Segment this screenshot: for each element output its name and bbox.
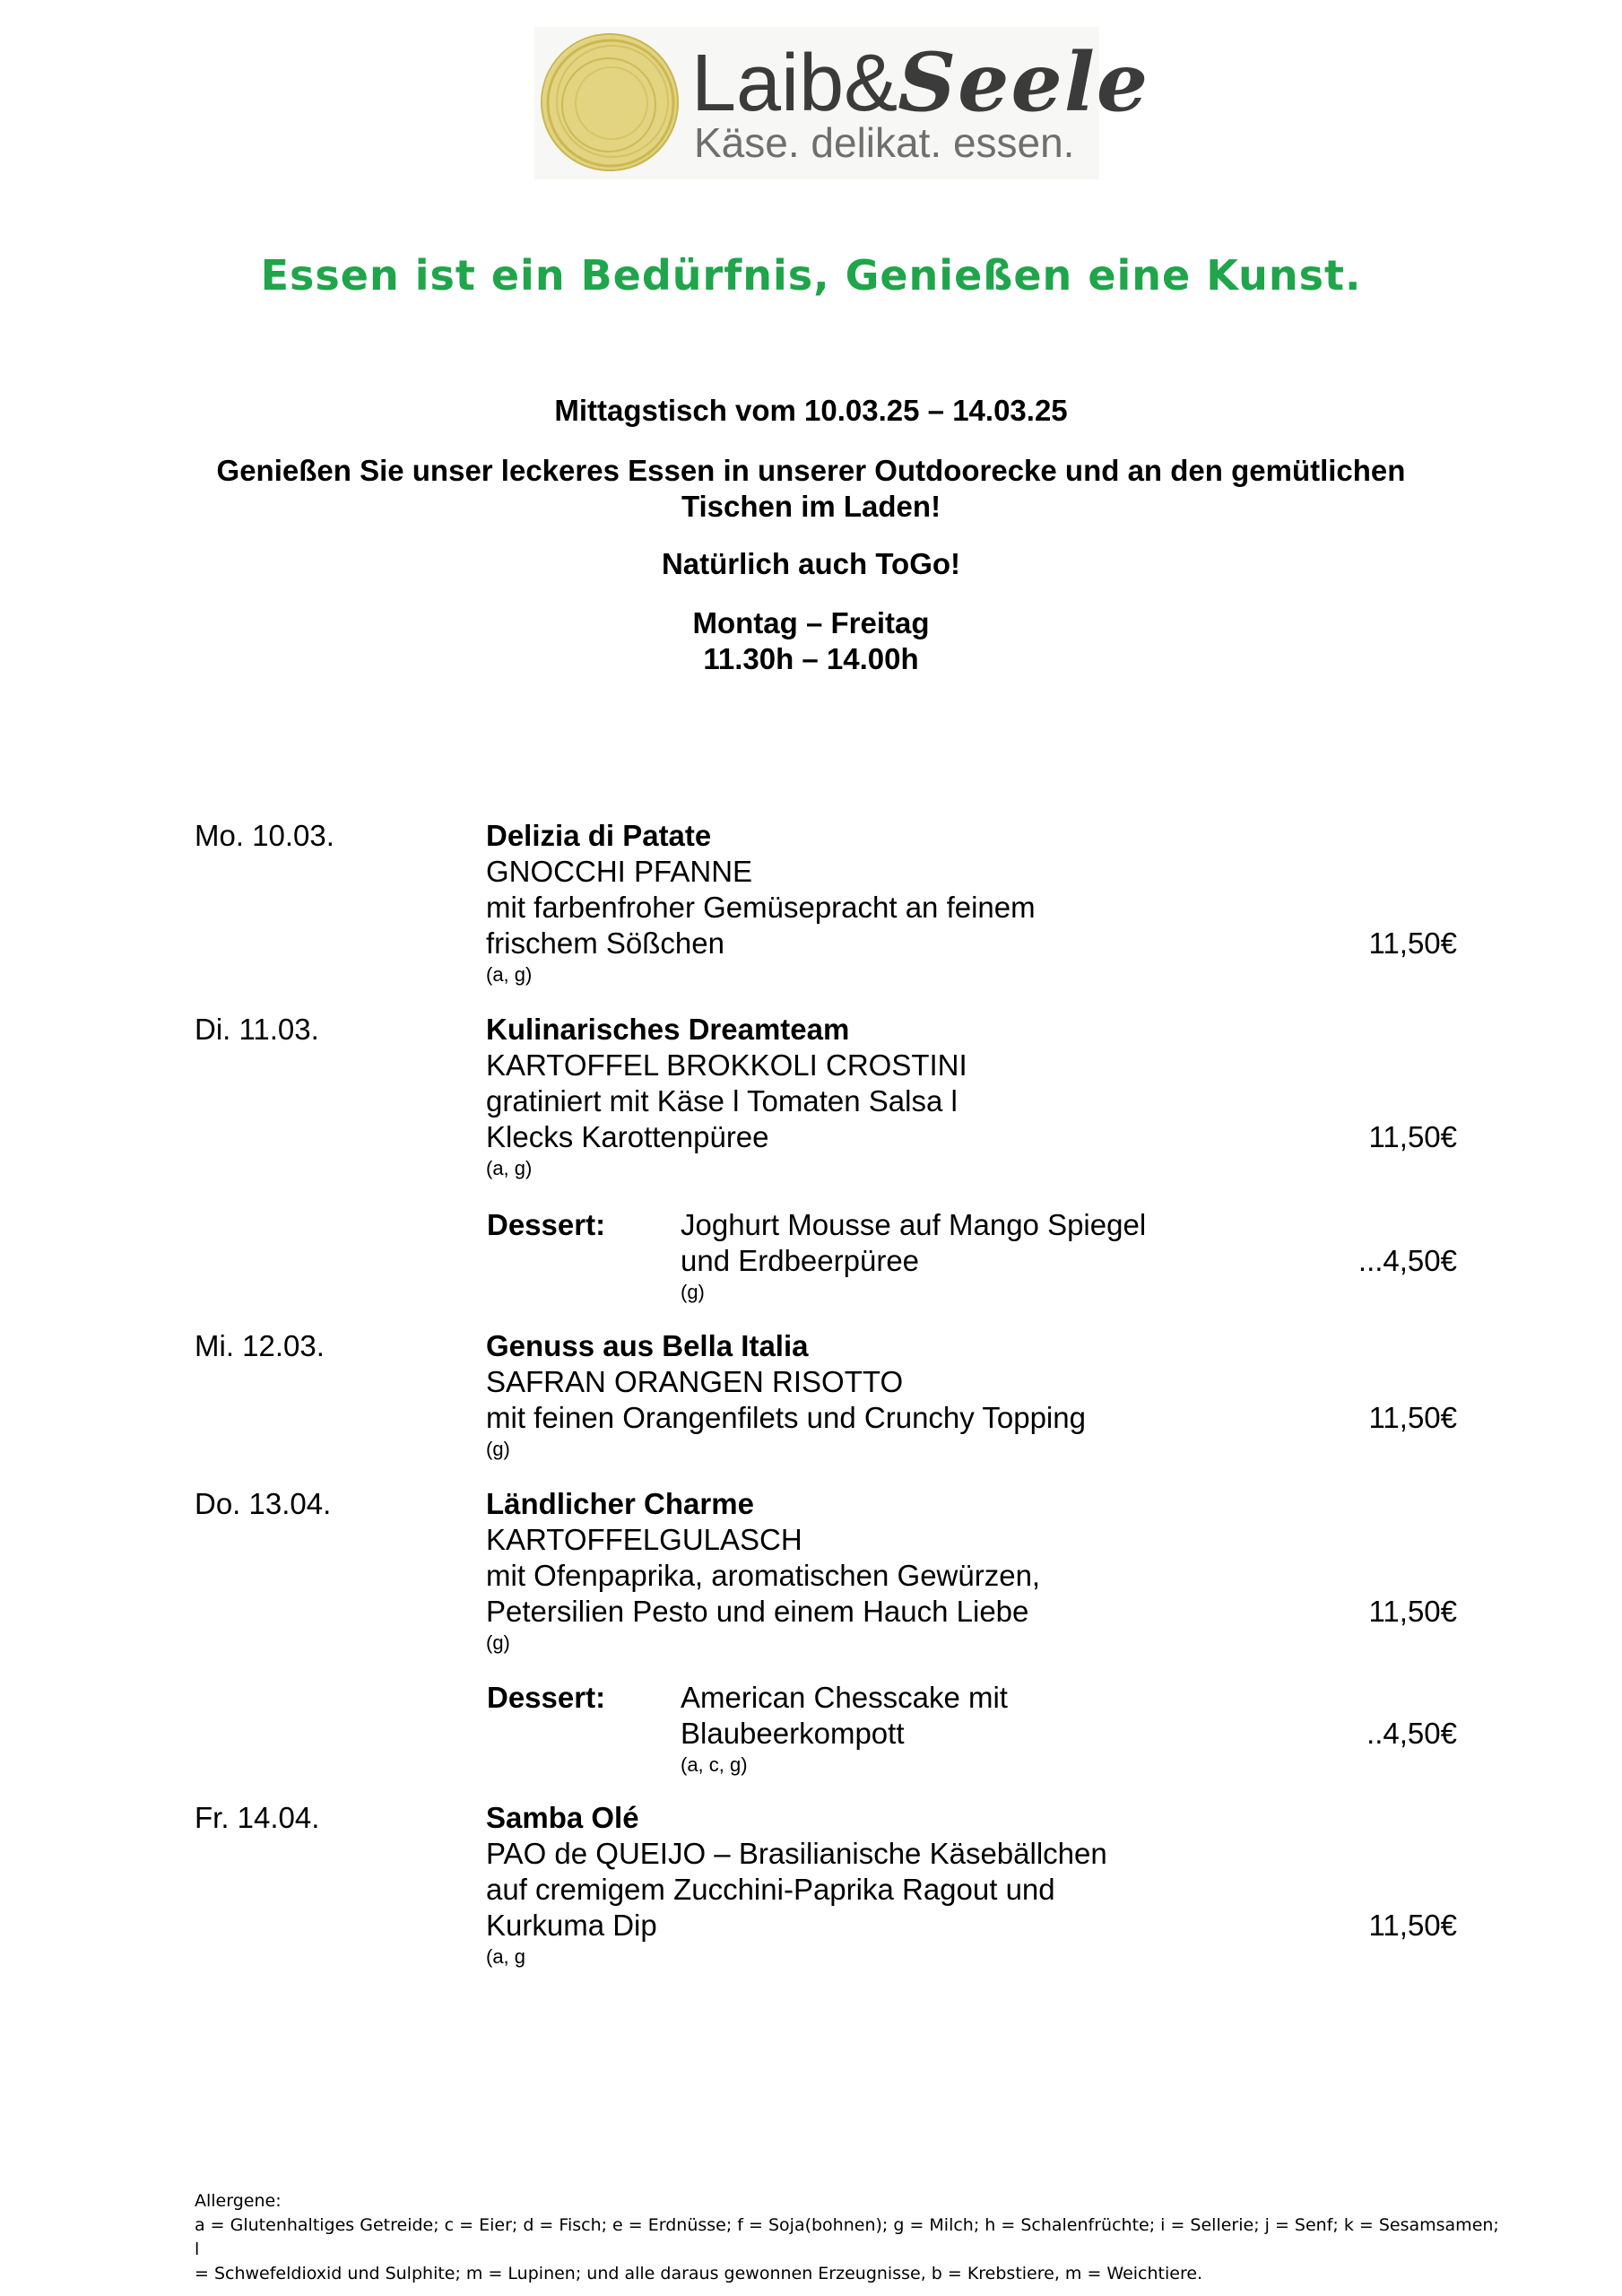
menu-day: Fr. 14.04. [195,1801,320,1834]
logo-ampersand: & [844,39,898,128]
dessert-allergens: (g) [681,1281,705,1303]
allergen-heading: Allergene: [195,2191,282,2211]
dessert-description [681,1207,1146,1306]
course-allergens: (a, g [486,1945,526,1968]
dessert-line: Blaubeerkompott [681,1717,905,1750]
menu-day: Mo. 10.03. [195,819,334,852]
course-description: gratiniert mit Käse l Tomaten Salsa l [486,1084,958,1118]
brand-logo [534,27,1150,179]
course-description: frischem Sößchen [486,926,724,960]
course-allergens: (a, g) [486,963,533,986]
togo-note: Natürlich auch ToGo! [661,547,961,580]
logo-name-part1: Laib [691,39,845,128]
allergen-legend [195,2189,1508,2286]
dessert-line: Joghurt Mousse auf Mango Spiegel [681,1208,1147,1241]
course-price: 11,50€ [1368,1120,1457,1153]
menu-course [486,818,1036,988]
opening-hours: 11.30h – 14.00h [703,642,919,675]
logo-tagline: Käse. delikat. essen. [694,119,1075,166]
course-description: mit feinen Orangenfilets und Crunchy Topping [486,1401,1086,1434]
course-title: Genuss aus Bella Italia [486,1329,809,1362]
menu-day: Mi. 12.03. [195,1329,325,1362]
course-name: KARTOFFELGULASCH [486,1523,802,1556]
menu-course [486,1012,967,1182]
course-title: Ländlicher Charme [486,1487,754,1520]
logo-name-part2: Seele [898,35,1150,130]
dessert-price: ..4,50€ [1366,1717,1457,1750]
course-description: Kurkuma Dip [486,1909,657,1942]
dessert-line: und Erdbeerpüree [681,1244,920,1277]
course-description: Petersilien Pesto und einem Hauch Liebe [486,1595,1029,1628]
intro-line-1: Genießen Sie unser leckeres Essen in unserer Outdoorecke und an den gemütlichen [216,454,1406,487]
course-allergens: (g) [486,1631,510,1654]
course-name: PAO de QUEIJO – Brasilianische Käsebällchen [486,1837,1107,1870]
logo-circle-icon [534,27,687,179]
course-description: auf cremigem Zucchini-Paprika Ragout und [486,1873,1055,1906]
menu-course [486,1486,1040,1657]
dessert-label: Dessert: [487,1681,606,1714]
course-name: GNOCCHI PFANNE [486,855,753,888]
menu-day: Do. 13.04. [195,1487,332,1520]
menu-course [486,1328,1086,1463]
dessert-price: ...4,50€ [1357,1244,1457,1277]
headline: Essen ist ein Bedürfnis, Genießen eine Kunst. [260,251,1362,300]
allergen-line: = Schwefeldioxid und Sulphite; m = Lupinen; und alle daraus gewonnen Erzeugnisse, b = Krebstiere, m = Weichtiere. [195,2264,1203,2283]
course-allergens: (a, g) [486,1157,533,1179]
course-description: Klecks Karottenpüree [486,1120,769,1153]
course-price: 11,50€ [1368,926,1457,960]
logo-wordmark [691,35,1150,130]
course-allergens: (g) [486,1438,510,1460]
course-description: mit Ofenpaprika, aromatischen Gewürzen, [486,1559,1041,1592]
course-title: Samba Olé [486,1801,639,1834]
course-price: 11,50€ [1368,1909,1457,1942]
menu-period: Mittagstisch vom 10.03.25 – 14.03.25 [554,394,1068,427]
dessert-line: American Chesscake mit [681,1681,1008,1714]
course-price: 11,50€ [1368,1401,1457,1434]
menu-day: Di. 11.03. [195,1013,319,1046]
course-price: 11,50€ [1368,1595,1457,1628]
opening-days: Montag – Freitag [692,606,930,639]
dessert-label: Dessert: [487,1208,606,1241]
course-description: mit farbenfroher Gemüsepracht an feinem [486,891,1036,924]
allergen-line: a = Glutenhaltiges Getreide; c = Eier; d = Fisch; e = Erdnüsse; f = Soja(bohnen); g = Milch; h = Schalenfrüchte; i = Sellerie; j = Senf; k = Sesamsamen; l [195,2215,1499,2259]
intro-line-2: Tischen im Laden! [681,490,941,523]
course-name: SAFRAN ORANGEN RISOTTO [486,1365,904,1398]
course-title: Kulinarisches Dreamteam [486,1013,850,1046]
course-title: Delizia di Patate [486,819,712,852]
menu-course [486,1800,1107,1970]
dessert-description [681,1680,1008,1779]
dessert-allergens: (a, c, g) [681,1753,748,1776]
course-name: KARTOFFEL BROKKOLI CROSTINI [486,1048,967,1082]
